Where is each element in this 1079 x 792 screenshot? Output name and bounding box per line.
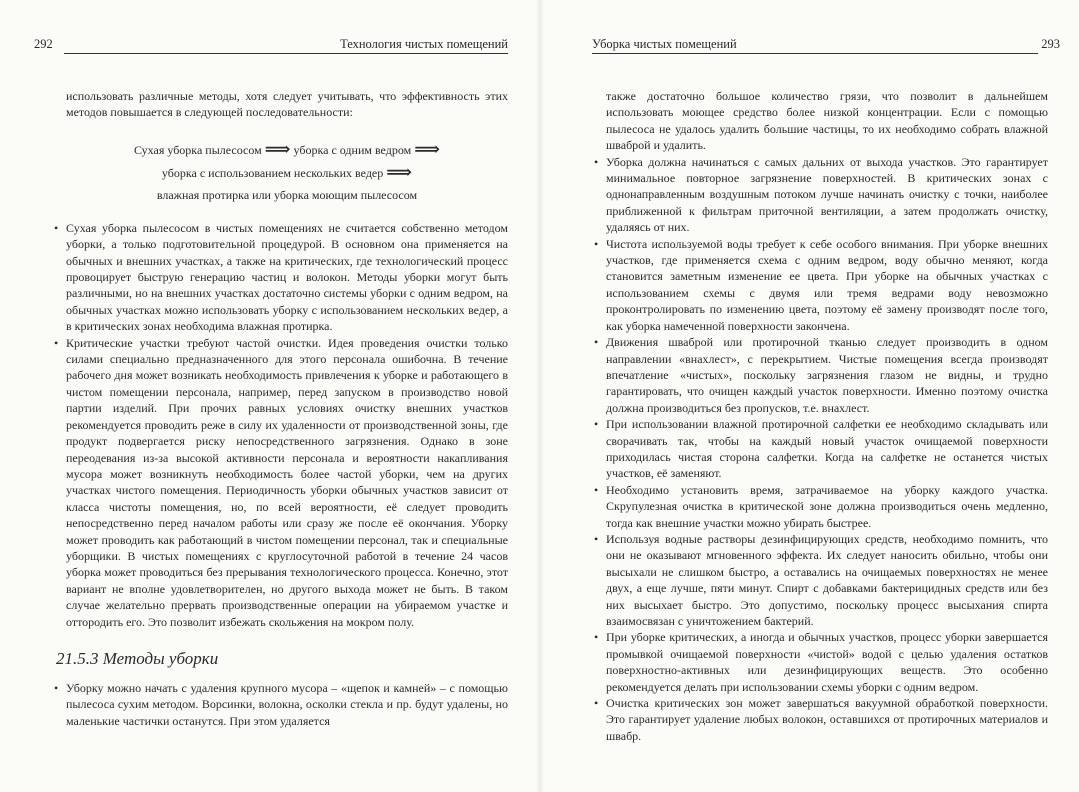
arrow-right-icon: ⟹	[264, 138, 291, 159]
list-item: • Очистка критических зон может завершаться вакуумной обработкой поверхности. Это гарантирует удаление любых волокон, оставшихся от протирочных материалов и швабр.	[606, 695, 1048, 744]
left-running-header	[34, 36, 508, 54]
left-running-head-title: Технология чистых помещений	[340, 37, 508, 51]
list-item: • Уборка должна начинаться с самых дальних от выхода участков. Это гарантирует минимальное повторное загрязнение поверхностей. В критических зонах с однонаправленным воздушным потоком лучше начинать очистку с точки, наиболее приближенной к фильтрам приточной вентиляции, а затем продолжать очистку, удаляясь от них.	[606, 154, 1048, 236]
list-item: • Критические участки требуют частой очистки. Идея проведения очистки только силами специально предназначенного для этого персонала ошибочна. В течение рабочего дня может возникать необходимость привлечения к уборке и работающего в чистом помещении персонала, например, перед запуском в производство новой партии изделий. При прочих равных условиях очистку внешних участков рекомендуется проводить реже в силу их удаленности от производственной зоны, где продукт подвергается риску непосредственного загрязнения. Однако в зоне переодевания из-за высокой активности персонала и вероятности накапливания мусора может возникнуть необходимость более частой уборки, чем на других участках чистого помещения. Периодичность уборки обычных участков зависит от класса чистоты помещения, но, по всей вероятности, её следует проводить непосредственно перед началом работы или сразу же после её окончания. Уборку может проводить как работающий в чистом помещении персонал, так и специальные уборщики. В чистых помещениях с круглосуточной работой в течение 24 часов уборка может проводиться без прерывания технологического процесса. Конечно, этот вариант не вполне удовлетворителен, но другого выхода может не быть. В таком случае желательно прервать производственные операции на убираемом участке и оттородить его. Это позволит избежать скольжения на мокром полу.	[66, 335, 508, 630]
list-item: • Уборку можно начать с удаления крупного мусора – «щепок и камней» – с помощью пылесоса сухим методом. Ворсинки, волокна, осколки стекла и пр. будут удалены, но маленькие частички останутся. При этом удаляется	[66, 680, 508, 729]
sequence-step-2: уборка с одним ведром	[293, 142, 412, 157]
right-running-header	[592, 36, 1060, 54]
continuation-paragraph: также достаточно большое количество грязи, что позволит в дальнейшем использовать моющее средство более низкой концентрации. Если с помощью пылесоса не удалось удалить большие частицы, то их необходимо собрать влажной шваброй и удалить.	[606, 89, 1048, 153]
list-item: • Используя водные растворы дезинфицирующих средств, необходимо помнить, что они не оказывают мгновенного эффекта. Их следует наносить обильно, чтобы они высыхали не слишком быстро, а оставались на очищаемых поверхностях не менее двух, а еще лучше, пяти минут. Спирт с добавками бактерицидных средств или без них высыхает быстро. Это допустимо, поскольку процесс высыхания спирта взаимосвязан с уничтожением бактерий.	[606, 531, 1048, 629]
right-body	[606, 88, 1048, 744]
list-item: • Движения шваброй или протирочной тканью следует производить в одном направлении «внахлест», с перекрытием. Чистые помещения всегда производят впечатление «чистых», поскольку загрязнения глазом не видны, и трудно гарантировать, что очищен каждый участок поверхности. Именно поэтому очистка должна производиться без пропусков, т.е. внахлест.	[606, 334, 1048, 416]
right-page	[540, 0, 1079, 792]
list-item: • При использовании влажной протирочной салфетки ее необходимо складывать или сворачивать так, чтобы на каждый новый участок очищаемой поверхности приходилась чистая сторона салфетки. Когда на салфетке не останется чистых участков, её заменяют.	[606, 416, 1048, 482]
left-body	[56, 88, 508, 729]
list-item: • Чистота используемой воды требует к себе особого внимания. При уборке внешних участков, где применяется схема с одним ведром, воду обычно меняют, когда становится заметным изменение ее цвета. При уборке на обычных участках с использованием схемы с двумя или тремя ведрами воду невозможно проконтролировать по изменению цвета, поэтому её замену производят после того, как уборка намеченной поверхности закончена.	[606, 236, 1048, 334]
intro-paragraph: использовать различные методы, хотя следует учитывать, что эффективность этих методов повышается в следующей последовательности:	[66, 89, 508, 120]
right-running-head-title: Уборка чистых помещений	[592, 37, 737, 51]
arrow-right-icon: ⟹	[386, 161, 413, 182]
list-item: • При уборке критических, а иногда и обычных участков, процесс уборки завершается промывкой очищаемой поверхности «чистой» водой с целью удаления остатков поверхностно-активных или дезинфицирующих веществ. Это особенно рекомендуется делать при использовании схемы уборки с одним ведром.	[606, 629, 1048, 695]
sequence-step-1: Сухая уборка пылесосом	[133, 142, 262, 157]
list-item: • Необходимо установить время, затрачиваемое на уборку каждого участка. Скрупулезная очистка в критической зоне должна производиться очень медленно, тогда как внешние участки можно убирать быстрее.	[606, 482, 1048, 531]
sequence-step-4: влажная протирка или уборка моющим пылесосом	[156, 187, 418, 202]
cleaning-sequence	[66, 138, 508, 206]
section-heading: 21.5.3 Методы уборки	[56, 648, 219, 668]
sequence-step-3: уборка с использованием нескольких ведер	[161, 165, 384, 180]
list-item: • Сухая уборка пылесосом в чистых помещениях не считается собственно методом уборки, а только подготовительной процедурой. В основном она применяется на обычных и внешних участках, а также на критических, где технологический процесс провоцирует быструю генерацию частиц и волокон. Методы уборки могут быть различными, но на внешних участках достаточно системы уборки с одним ведром, на обычных участках можно использовать уборку с использованием нескольких ведер, а в критических зонах необходима влажная протирка.	[66, 220, 508, 335]
right-page-number: 293	[1041, 37, 1060, 51]
arrow-right-icon: ⟹	[414, 138, 441, 159]
left-page-number: 292	[34, 37, 53, 51]
